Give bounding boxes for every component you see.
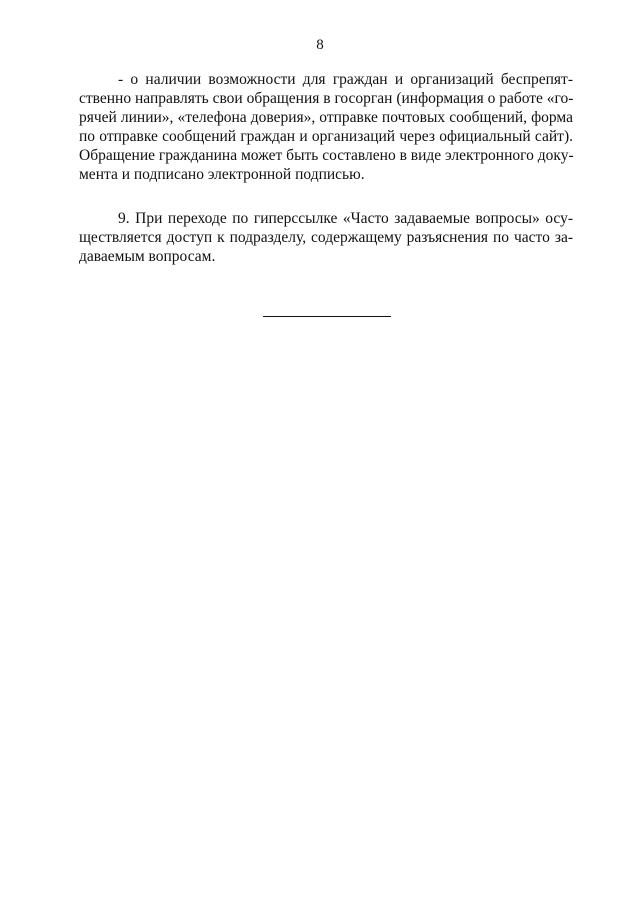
paragraph-line: - о наличии возможности для граждан и организаций беспрепят- (118, 71, 573, 88)
page-number: 8 (316, 37, 324, 53)
document-body (79, 70, 573, 266)
paragraph-gap (79, 184, 573, 209)
paragraph-line: рячей линии», «телефона доверия», отправке почтовых сообщений, форма (79, 109, 573, 126)
paragraph-citizen-appeals (79, 70, 573, 184)
paragraph-line: по отправке сообщений граждан и организаций через официальный сайт). (79, 128, 573, 145)
end-of-text-rule (263, 316, 391, 317)
paragraph-line: ществляется доступ к подразделу, содержащему разъяснения по часто за- (79, 229, 573, 246)
paragraph-line: мента и подписано электронной подписью. (79, 166, 365, 183)
paragraph-line: даваемым вопросам. (79, 248, 216, 265)
paragraph-line: ственно направлять свои обращения в госорган (информация о работе «го- (79, 90, 574, 107)
paragraph-line: Обращение гражданина может быть составлено в виде электронного доку- (79, 147, 574, 164)
paragraph-faq (79, 209, 573, 266)
paragraph-line: 9. При переходе по гиперссылке «Часто задаваемые вопросы» осу- (118, 210, 573, 227)
